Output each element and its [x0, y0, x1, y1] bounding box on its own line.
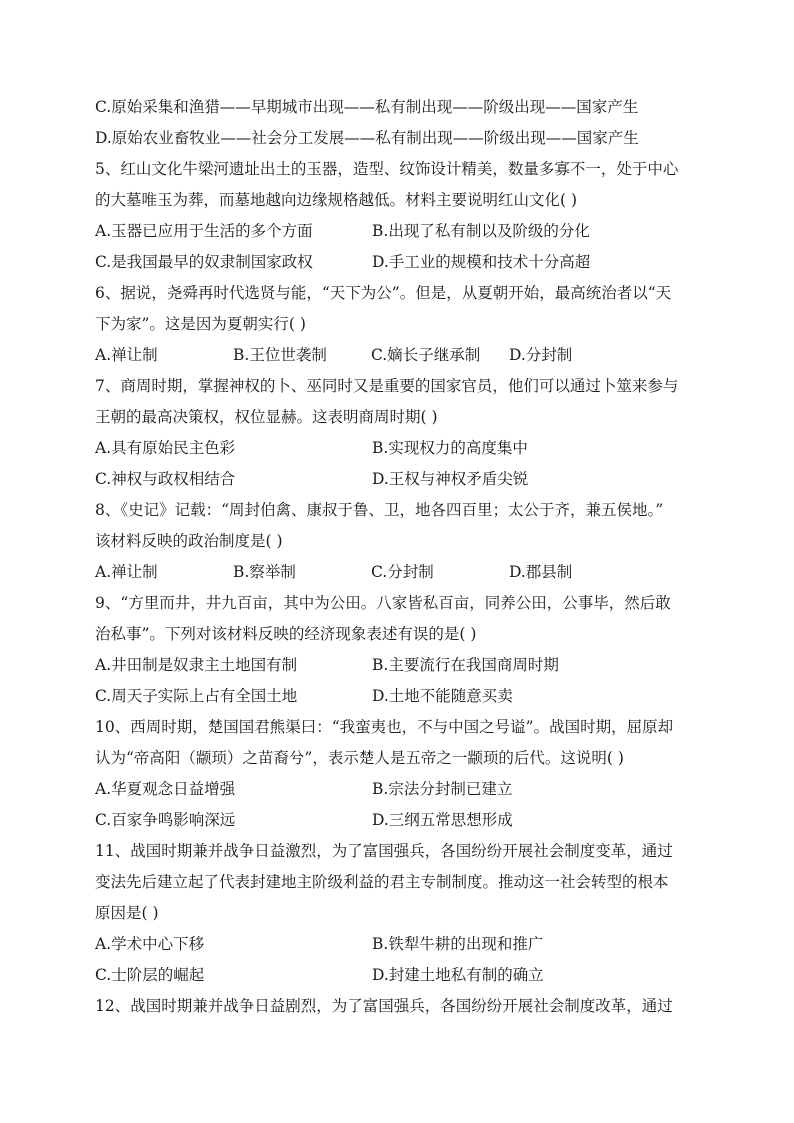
question-11-option-c: C.士阶层的崛起 [95, 966, 205, 984]
question-8-option-a: A.禅让制 [95, 563, 158, 581]
question-11-options-row-1 [95, 929, 707, 960]
question-11-options-row-2 [95, 960, 707, 991]
question-6-option-d: D.分封制 [509, 346, 573, 364]
question-6-options [95, 340, 707, 371]
question-5-text-2: 的大墓唯玉为葬，而墓地越向边缘规格越低。材料主要说明红山文化( ) [95, 191, 578, 209]
question-9 [95, 588, 707, 712]
question-9-text-1: 9、“方里而井，井九百亩，其中为公田。八家皆私百亩，同养公田，公事毕，然后敢 [95, 594, 671, 612]
question-8-option-d: D.郡县制 [509, 563, 573, 581]
question-11-text-1: 11、战国时期兼并战争日益激烈，为了富国强兵，各国纷纷开展社会制度变革，通过 [95, 842, 673, 860]
question-10 [95, 712, 707, 836]
question-8-option-b: B.察举制 [233, 563, 296, 581]
option-d-carryover: D.原始农业畜牧业——社会分工发展——私有制出现——阶级出现——国家产生 [95, 129, 639, 147]
exam-page [95, 92, 707, 1022]
question-7-text-2: 王朝的最高决策权，权位显赫。这表明商周时期( ) [95, 408, 438, 426]
question-5-options-row-1 [95, 216, 707, 247]
question-8-option-c: C.分封制 [371, 563, 434, 581]
question-7-option-d: D.王权与神权矛盾尖锐 [372, 470, 529, 488]
question-7-option-a: A.具有原始民主色彩 [95, 439, 236, 457]
question-10-text-2: 认为“帝高阳（颛顼）之苗裔兮”，表示楚人是五帝之一颛顼的后代。这说明( ) [95, 749, 624, 767]
question-9-option-d: D.土地不能随意买卖 [372, 687, 513, 705]
question-12 [95, 991, 707, 1022]
option-c-carryover: C.原始采集和渔猎——早期城市出现——私有制出现——阶级出现——国家产生 [95, 98, 639, 116]
question-8-text-1: 8、《史记》记载：“周封伯禽、康叔于鲁、卫，地各四百里；太公于齐，兼五侯地。” [95, 501, 664, 519]
question-11-option-a: A.学术中心下移 [95, 935, 205, 953]
question-6-text-2: 下为家”。这是因为夏朝实行( ) [95, 315, 306, 333]
question-7 [95, 371, 707, 495]
question-5-options-row-2 [95, 247, 707, 278]
question-7-options-row-1 [95, 433, 707, 464]
question-9-options-row-2 [95, 681, 707, 712]
question-9-options-row-1 [95, 650, 707, 681]
question-10-options-row-2 [95, 805, 707, 836]
question-10-text-1: 10、西周时期，楚国国君熊渠曰：“我蛮夷也，不与中国之号谥”。战国时期，屈原却 [95, 718, 674, 736]
question-11-text-2: 变法先后建立起了代表封建地主阶级利益的君主专制制度。推动这一社会转型的根本 [95, 873, 669, 891]
question-6-option-c: C.嫡长子继承制 [371, 346, 481, 364]
question-8 [95, 495, 707, 588]
question-10-option-c: C.百家争鸣影响深远 [95, 811, 236, 829]
question-8-options [95, 557, 707, 588]
question-10-option-d: D.三纲五常思想形成 [372, 811, 513, 829]
question-9-option-a: A.井田制是奴隶主土地国有制 [95, 656, 298, 674]
question-7-text-1: 7、商周时期，掌握神权的卜、巫同时又是重要的国家官员，他们可以通过卜筮来参与 [95, 377, 679, 395]
question-11 [95, 836, 707, 991]
question-10-option-a: A.华夏观念日益增强 [95, 780, 236, 798]
question-6-option-b: B.王位世袭制 [233, 346, 327, 364]
question-8-text-2: 该材料反映的政治制度是( ) [95, 532, 283, 550]
question-9-text-2: 治私事”。下列对该材料反映的经济现象表述有误的是( ) [95, 625, 477, 643]
question-11-option-d: D.封建土地私有制的确立 [372, 966, 544, 984]
question-9-option-b: B.主要流行在我国商周时期 [372, 656, 559, 674]
question-6-option-a: A.禅让制 [95, 346, 158, 364]
question-5 [95, 154, 707, 278]
question-7-option-b: B.实现权力的高度集中 [372, 439, 528, 457]
question-7-option-c: C.神权与政权相结合 [95, 470, 236, 488]
question-6-text-1: 6、据说，尧舜再时代选贤与能，“天下为公”。但是，从夏朝开始，最高统治者以“天 [95, 284, 672, 302]
question-11-option-b: B.铁犁牛耕的出现和推广 [372, 935, 544, 953]
question-12-text-1: 12、战国时期兼并战争日益剧烈，为了富国强兵，各国纷纷开展社会制度改革，通过 [95, 997, 673, 1015]
question-10-option-b: B.宗法分封制已建立 [372, 780, 513, 798]
question-5-option-a: A.玉器已应用于生活的多个方面 [95, 222, 313, 240]
question-11-text-3: 原因是( ) [95, 904, 159, 922]
question-5-option-d: D.手工业的规模和技术十分高超 [372, 253, 591, 271]
question-7-options-row-2 [95, 464, 707, 495]
question-9-option-c: C.周天子实际上占有全国土地 [95, 687, 298, 705]
question-10-options-row-1 [95, 774, 707, 805]
question-5-text-1: 5、红山文化牛梁河遗址出土的玉器，造型、纹饰设计精美，数量多寡不一，处于中心 [95, 160, 679, 178]
question-5-option-c: C.是我国最早的奴隶制国家政权 [95, 253, 313, 271]
question-5-option-b: B.出现了私有制以及阶级的分化 [372, 222, 590, 240]
question-6 [95, 278, 707, 371]
